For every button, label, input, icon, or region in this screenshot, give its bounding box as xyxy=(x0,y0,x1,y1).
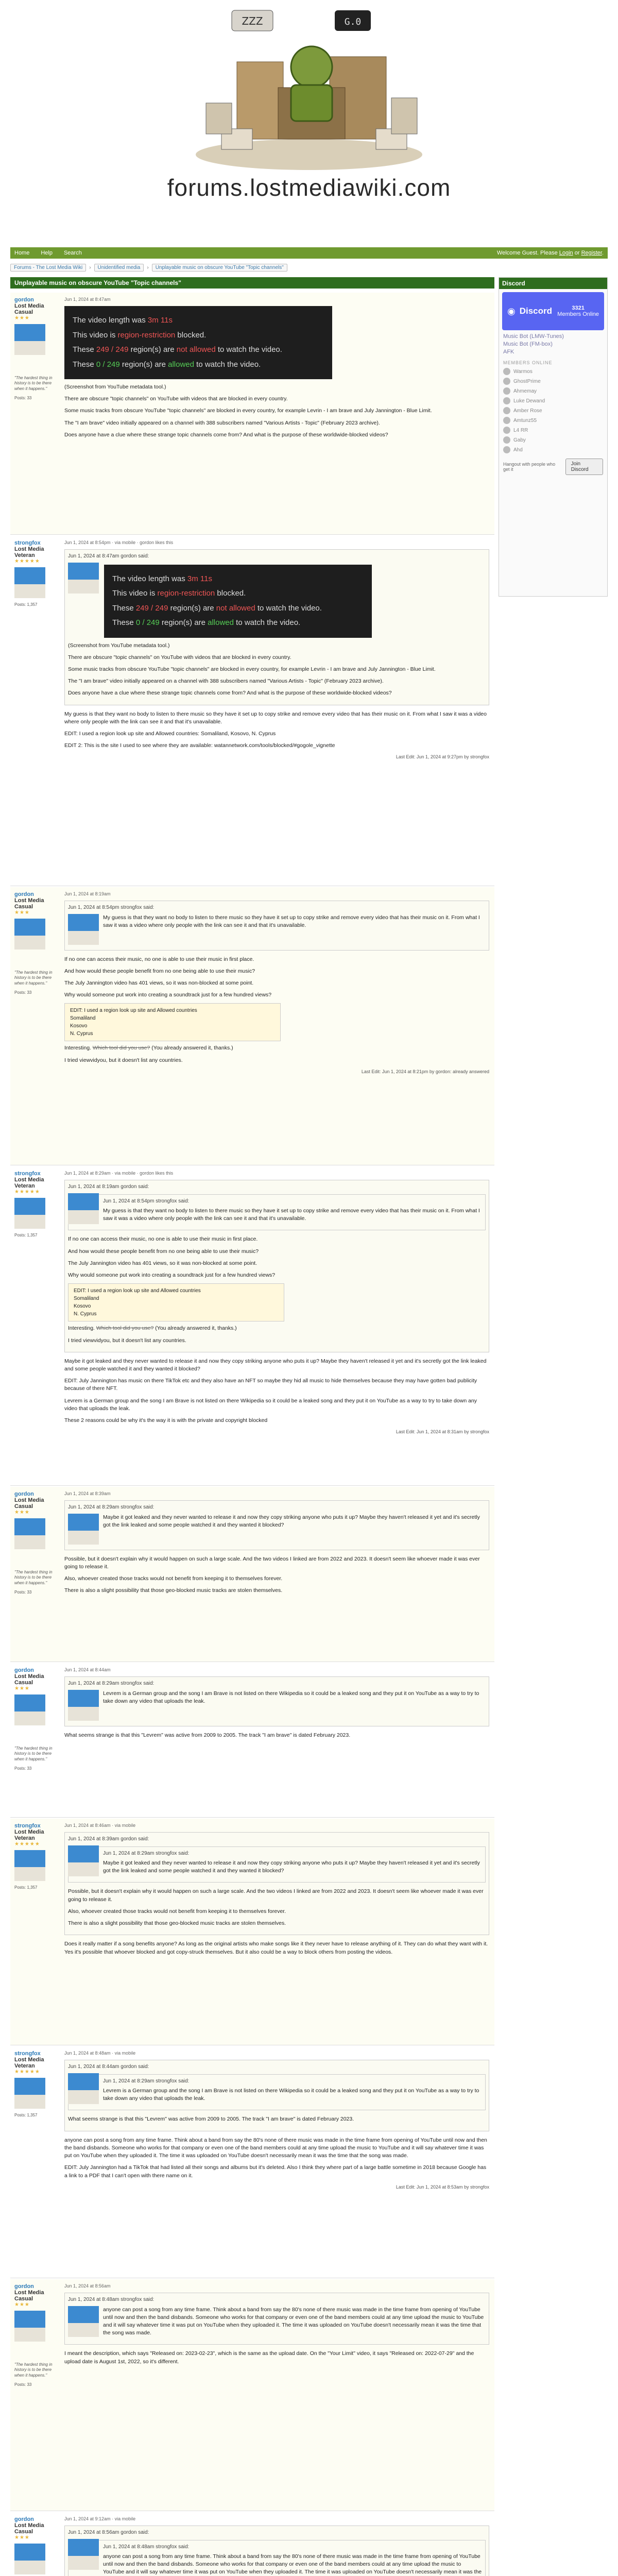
post-meta: Jun 1, 2024 at 8:39am xyxy=(64,1491,111,1496)
post-paragraph: There is also a slight possibility that those geo-blocked music tracks are stolen themselves. xyxy=(64,1587,283,1594)
quote-avatar xyxy=(68,1514,99,1545)
post-paragraph: If no one can access their music, no one is able to use their music in first place. xyxy=(64,956,254,962)
shot-text: to watch the video. xyxy=(255,603,322,613)
metadata-screenshot xyxy=(64,306,332,379)
quote-paragraph: And how would these people benefit from no one being able to use their music? xyxy=(68,1248,259,1255)
online-count: 3321 xyxy=(572,305,585,311)
post-meta: Jun 1, 2024 at 8:19am xyxy=(64,891,111,896)
user-signature: "The hardest thing in history is to be there when it happens." xyxy=(14,1570,53,1585)
quote-paragraph: My guess is that they want no body to listen to there music so they have it set up to copy strike and remove every video that has their music on it. From what I saw it was a video where only people with the link can see it and that it's unavailable. xyxy=(103,914,480,928)
code-line: N. Cyprus xyxy=(74,1311,97,1317)
avatar[interactable] xyxy=(14,919,45,950)
post-meta: Jun 1, 2024 at 9:12am · via mobile xyxy=(64,2516,136,2521)
shot-text: to watch the video. xyxy=(194,360,261,369)
quote-avatar xyxy=(68,563,99,594)
site-title: forums.lostmediawiki.com xyxy=(167,174,451,201)
user-signature: "The hardest thing in history is to be there when it happens." xyxy=(14,2362,53,2378)
post-paragraph xyxy=(64,1044,489,1052)
quote-block xyxy=(64,2293,489,2345)
quote-header: Jun 1, 2024 at 8:48am strongfox said: xyxy=(68,2297,154,2302)
quote-header: Jun 1, 2024 at 8:44am gordon said: xyxy=(68,2064,149,2070)
username[interactable]: gordon xyxy=(14,2283,34,2290)
nav-help[interactable]: Help xyxy=(41,250,53,256)
quote-header: Jun 1, 2024 at 8:29am strongfox said: xyxy=(68,1504,154,1510)
forum-post xyxy=(10,293,494,535)
sidebar-member xyxy=(503,427,603,434)
shot-highlight: allowed xyxy=(168,360,194,369)
member-name: Ahmemay xyxy=(513,388,537,394)
code-line: Kosovo xyxy=(70,1023,88,1029)
rank-stars: ★★★ xyxy=(14,1686,30,1691)
code-line: EDIT: I used a region look up site and Allowed countries xyxy=(70,1008,197,1014)
shot-text: The video length was xyxy=(112,574,187,583)
post-paragraph: EDIT: July Jannington has music on there TikTok etc and they also have an NFT so maybe they hid all music to hide themselves because they may have gotten bad publicity because of there NFT. xyxy=(64,1378,477,1392)
shot-text: region(s) are xyxy=(168,603,216,613)
quote-paragraph: Also, whoever created those tracks would not benefit from keeping it to themselves forever. xyxy=(68,1908,286,1914)
discord-widget xyxy=(499,277,608,597)
shot-text: These xyxy=(73,360,96,369)
rank-stars: ★★★★★ xyxy=(14,1841,40,1847)
post-paragraph: Some music tracks from obscure YouTube "topic channels" are blocked in every country, for example Levrin - I am brave and July Jannington - Blue Limit. xyxy=(64,408,432,414)
sidebar-member xyxy=(503,387,603,395)
quote-avatar xyxy=(68,1690,99,1721)
code-block xyxy=(68,1283,284,1321)
quote-header: Jun 1, 2024 at 8:29am strongfox said: xyxy=(103,1850,190,1856)
code-line: N. Cyprus xyxy=(70,1031,93,1037)
sidebar-title: Discord xyxy=(499,278,607,289)
shot-line xyxy=(73,313,324,328)
shot-line xyxy=(73,328,324,343)
logo-sign-right: G.0 xyxy=(344,16,362,27)
forum-post xyxy=(10,2279,494,2511)
user-rank: Lost Media Veteran xyxy=(14,2057,44,2069)
code-line: EDIT: I used a region look up site and Allowed countries xyxy=(74,1288,201,1294)
user-rank: Lost Media Veteran xyxy=(14,546,44,558)
forum-post xyxy=(10,536,494,886)
post-paragraph: anyone can post a song from any time frame. Think about a band from say the 80's none of there music was made in the time frame from opening of YouTube until now and then the band disbands. Someone who works for that company or even one of the band members could at any time upload the music to YouTube and it will say whatever time it was put on YouTube when they uploaded it. The time it was uploaded on YouTube doesn't necessarily mean it was the time that the song was made. xyxy=(64,2137,487,2159)
quote-avatar xyxy=(68,1845,99,1876)
image-caption: (Screenshot from YouTube metadata tool.) xyxy=(64,384,166,390)
shot-highlight: 249 / 249 xyxy=(135,603,168,613)
quote-block xyxy=(64,2060,489,2131)
discord-online-count xyxy=(557,305,599,317)
member-name: Amber Rose xyxy=(513,408,542,414)
avatar[interactable] xyxy=(14,2544,45,2574)
sidebar-member xyxy=(503,397,603,404)
user-signature: "The hardest thing in history is to be there when it happens." xyxy=(14,1746,53,1761)
post-paragraph: EDIT: July Jannington had a TikTok that had listed all their songs and albums but it's deleted. Also I think they where part of a large battle sometime in 2018 because Google has a link to a PDF that I can't open with there name on it. xyxy=(64,2164,487,2179)
quote-paragraph: If no one can access their music, no one is able to use their music in first place. xyxy=(68,1236,258,1243)
member-avatar xyxy=(503,368,510,375)
quote-avatar xyxy=(68,2306,99,2337)
sidebar-member xyxy=(503,368,603,375)
edit-note: Last Edit: Jun 1, 2024 at 8:31am by strongfox xyxy=(396,1429,489,1435)
username[interactable]: strongfox xyxy=(14,1823,41,1829)
post-meta: Jun 1, 2024 at 8:47am xyxy=(64,297,111,302)
member-name: GhostPrime xyxy=(513,378,541,384)
shot-line xyxy=(112,601,364,616)
welcome-text xyxy=(497,250,604,256)
edit-note: Last Edit: Jun 1, 2024 at 8:53am by strongfox xyxy=(396,2184,489,2190)
shot-text: This video is xyxy=(112,589,158,598)
join-discord-button[interactable]: Join Discord xyxy=(565,459,603,475)
member-avatar xyxy=(503,397,510,404)
rank-stars: ★★★★★ xyxy=(14,2069,40,2075)
avatar[interactable] xyxy=(14,1518,45,1549)
quote-block xyxy=(64,549,489,705)
post-paragraph: Maybe it got leaked and they never wanted to release it and now they copy striking anyone who puts it up? Maybe they haven't released it yet and it's secretly got the link leaked and some people watched it and they wanted it blocked? xyxy=(64,1358,487,1372)
shot-highlight: region-restriction xyxy=(117,330,176,340)
post-paragraph: I tried viewvidyou, but it doesn't list any countries. xyxy=(64,1057,183,1063)
post-author xyxy=(10,1663,59,1817)
forum-post xyxy=(10,1819,494,2045)
forum-post xyxy=(10,2046,494,2278)
user-rank: Lost Media Veteran xyxy=(14,1177,44,1189)
quote-block xyxy=(64,1500,489,1550)
avatar[interactable] xyxy=(14,2078,45,2109)
quote-block xyxy=(64,901,489,951)
quote-header: Jun 1, 2024 at 8:56am gordon said: xyxy=(68,2530,149,2535)
member-name: Ahd xyxy=(513,447,523,453)
site-logo-art xyxy=(175,0,443,175)
quote-header: Jun 1, 2024 at 8:47am gordon said: xyxy=(68,553,149,559)
member-name: L4 RR xyxy=(513,427,528,433)
post-paragraph: I meant the description, which says "Released on: 2023-02-23", which is the same as the upload date. On the "Your Limit" video, it says "Released on: 2022-07-29" and the upload date is August 1st, 2022, so it's different. xyxy=(64,2350,474,2365)
post-paragraph: My guess is that they want no body to listen to there music so they have it set up to copy strike and remove every video that has their music on it. From what I saw it was a video where only people with the link can see it and that it's unavailable. xyxy=(64,710,487,725)
edit-note: Last Edit: Jun 1, 2024 at 8:21pm by gordon: already answered xyxy=(361,1069,489,1074)
login-link[interactable]: Login xyxy=(559,250,573,256)
site-banner xyxy=(0,0,618,204)
post-author xyxy=(10,2279,59,2511)
sidebar-channel[interactable]: Music Bot (LMW-Tunes) xyxy=(503,333,564,340)
post-meta: Jun 1, 2024 at 8:44am xyxy=(64,1667,111,1672)
post-paragraph: There are obscure "topic channels" on YouTube with videos that are blocked in every country. xyxy=(64,396,288,402)
post-text: Interesting. xyxy=(68,1325,96,1332)
user-rank: Lost Media Casual xyxy=(14,2522,44,2535)
shot-highlight: not allowed xyxy=(216,603,255,613)
post-paragraph: Does it really matter if a song benefits anyone? As long as the original artists who make songs like it they never have to release anything of it. They can do what they want with it. Yes it's possible that whoever blocked and got copy-struck themselves. But it also could be a way to block others from posting the videos. xyxy=(64,1941,488,1955)
avatar[interactable] xyxy=(14,2311,45,2342)
post-author xyxy=(10,1487,59,1662)
strikethrough-text: Which tool did you use? xyxy=(96,1325,154,1332)
post-author xyxy=(10,2046,59,2278)
user-rank: Lost Media Casual xyxy=(14,1673,44,1686)
member-name: Luke Dewand xyxy=(513,398,545,404)
rank-stars: ★★★ xyxy=(14,2535,30,2540)
avatar[interactable] xyxy=(14,567,45,598)
post-author xyxy=(10,536,59,886)
quote-header: Jun 1, 2024 at 8:29am strongfox said: xyxy=(103,2078,190,2084)
quote-paragraph: There is also a slight possibility that those geo-blocked music tracks are stolen themselves. xyxy=(68,1920,286,1927)
shot-line xyxy=(112,572,364,587)
register-link[interactable]: Register xyxy=(581,250,602,256)
discord-name: Discord xyxy=(519,306,553,316)
welcome-or: or xyxy=(573,250,581,256)
forum-post xyxy=(10,1166,494,1486)
username[interactable]: strongfox xyxy=(14,540,41,546)
user-signature: "The hardest thing in history is to be there when it happens." xyxy=(14,970,53,986)
quote-header: Jun 1, 2024 at 8:48am strongfox said: xyxy=(103,2544,190,2550)
code-line: Kosovo xyxy=(74,1303,91,1310)
breadcrumb xyxy=(10,263,608,272)
username[interactable]: gordon xyxy=(14,1491,34,1497)
post-text: Interesting. xyxy=(64,1045,93,1052)
member-avatar xyxy=(503,407,510,414)
quote-avatar xyxy=(68,914,99,945)
avatar[interactable] xyxy=(14,324,45,355)
sidebar-member xyxy=(503,436,603,444)
user-rank: Lost Media Casual xyxy=(14,897,44,910)
post-paragraph: The "I am brave" video initially appeared on a channel with 388 subscribers named "Various Artists - Topic" (February 2023 archive). xyxy=(64,419,380,426)
discord-card[interactable] xyxy=(502,292,604,330)
discord-icon: ◉ xyxy=(507,306,516,316)
shot-text: region(s) are xyxy=(159,618,208,627)
sidebar-member xyxy=(503,417,603,424)
sidebar-member xyxy=(503,378,603,385)
shot-line xyxy=(112,616,364,631)
username[interactable]: strongfox xyxy=(14,2050,41,2057)
quote-paragraph: There are obscure "topic channels" on YouTube with videos that are blocked in every country. xyxy=(68,654,291,660)
username[interactable]: gordon xyxy=(14,2516,34,2522)
post-paragraph: Levrem is a German group and the song I am Brave is not listed on there Wikipedia so it could be a leaked song and they put it on YouTube as a way to try to take down any video that uploads the leak. xyxy=(64,1397,477,1412)
shot-text: region(s) are xyxy=(119,360,168,369)
sidebar-member xyxy=(503,407,603,414)
shot-line xyxy=(73,358,324,372)
code-block xyxy=(64,1003,281,1041)
members-heading: MEMBERS ONLINE xyxy=(503,360,553,365)
quote-paragraph: I tried viewvidyou, but it doesn't list any countries. xyxy=(68,1337,186,1344)
shot-line xyxy=(112,586,364,601)
shot-text: to watch the video. xyxy=(215,345,282,354)
post-meta: Jun 1, 2024 at 8:56am xyxy=(64,2283,111,2289)
shot-highlight: 0 / 249 xyxy=(96,360,120,369)
thread-title: Unplayable music on obscure YouTube "Topic channels" xyxy=(10,277,494,289)
post-text: (You already answered it, thanks.) xyxy=(150,1045,233,1052)
sidebar-footer xyxy=(503,459,603,475)
breadcrumb-separator: › xyxy=(147,264,149,270)
rank-stars: ★★★ xyxy=(14,2302,30,2308)
shot-text: These xyxy=(73,345,96,354)
post-paragraph: EDIT: I used a region look up site and Allowed countries: Somaliland, Kosovo, N. Cyprus xyxy=(64,731,276,737)
shot-text: This video is xyxy=(73,330,118,340)
quote-paragraph: anyone can post a song from any time frame. Think about a band from say the 80's none of there music was made in the time frame from opening of YouTube until now and then the band disbands. Someone who works for that company or even one of the band members could at any time upload the music to YouTube and it will say whatever time it was put on YouTube when they uploaded it. The time it was uploaded on YouTube doesn't necessarily mean it was the xyxy=(103,2553,482,2575)
rank-stars: ★★★ xyxy=(14,1510,30,1515)
nav-home[interactable]: Home xyxy=(14,250,30,256)
quote-block xyxy=(64,1676,489,1726)
member-name: Amtunz55 xyxy=(513,417,537,423)
rank-stars: ★★★★★ xyxy=(14,558,40,564)
avatar[interactable] xyxy=(14,1694,45,1725)
quote-paragraph: anyone can post a song from any time frame. Think about a band from say the 80's none of there music was made in the time frame from opening of YouTube until now and then the band disbands. Someone who works for that company or even one of the band members could at any time upload the music to YouTube and it will say whatever time it was put on YouTube when they uploaded it. The time it was uploaded on YouTube doesn't necessarily mean it was the time that the song was made. xyxy=(103,2306,484,2336)
shot-text: region(s) are xyxy=(128,345,177,354)
nested-quote-block xyxy=(68,2540,486,2576)
breadcrumb-board[interactable]: Unidentified media xyxy=(94,264,144,272)
quote-paragraph: Levrem is a German group and the song I am Brave is not listed on there Wikipedia so it could be a leaked song and they put it on YouTube as a way to try to take down any video that uploads the leak. xyxy=(103,2088,479,2102)
online-label: Members Online xyxy=(557,311,599,317)
post-author xyxy=(10,1166,59,1485)
user-rank: Lost Media Veteran xyxy=(14,1829,44,1841)
post-author xyxy=(10,293,59,534)
rank-stars: ★★★ xyxy=(14,315,30,321)
welcome-prefix: Welcome Guest. Please xyxy=(496,250,559,256)
post-paragraph: And how would these people benefit from no one being able to use their music? xyxy=(64,968,255,974)
quote-paragraph: The "I am brave" video initially appeared on a channel with 388 subscribers named "Various Artists - Topic" (February 2023 archive). xyxy=(68,678,384,685)
rank-stars: ★★★ xyxy=(14,910,30,916)
user-rank: Lost Media Casual xyxy=(14,303,44,315)
quote-avatar xyxy=(68,2073,99,2104)
nested-quote-block xyxy=(68,1846,486,1883)
sidebar-channel[interactable]: Music Bot (FM-box) xyxy=(503,341,553,347)
post-paragraph: Why would someone put work into creating a soundtrack just for a few hundred views? xyxy=(64,992,272,998)
post-count: Posts: 33 xyxy=(14,1590,32,1595)
username[interactable]: gordon xyxy=(14,297,34,303)
username[interactable]: gordon xyxy=(14,1667,34,1673)
quote-paragraph: The July Jannington video has 401 views, so it was non-blocked at some point. xyxy=(68,1260,258,1266)
post-author xyxy=(10,2512,59,2576)
user-signature: "The hardest thing in history is to be there when it happens." xyxy=(14,376,53,391)
sidebar-member xyxy=(503,446,603,453)
metadata-screenshot xyxy=(104,565,372,638)
sidebar-channel[interactable]: AFK xyxy=(503,349,514,355)
quote-block xyxy=(64,1180,489,1352)
shot-highlight: 3m 11s xyxy=(187,574,212,583)
post-count: Posts: 33 xyxy=(14,1766,32,1771)
quote-header: Jun 1, 2024 at 8:29am strongfox said: xyxy=(68,1681,154,1686)
username[interactable]: strongfox xyxy=(14,1171,41,1177)
nav-search[interactable]: Search xyxy=(63,250,82,256)
quote-block xyxy=(64,1832,489,1935)
member-avatar xyxy=(503,446,510,453)
quote-paragraph: Levrem is a German group and the song I am Brave is not listed on there Wikipedia so it could be a leaked song and they put it on YouTube as a way to try to take down any video that uploads the leak. xyxy=(103,1690,479,1704)
post-paragraph: Also, whoever created those tracks would not benefit from keeping it to themselves forever. xyxy=(64,1575,283,1582)
shot-highlight: 249 / 249 xyxy=(96,345,129,354)
member-avatar xyxy=(503,387,510,395)
post-count: Posts: 1,357 xyxy=(14,1233,38,1238)
welcome-suffix: . xyxy=(602,250,604,256)
post-count: Posts: 33 xyxy=(14,990,32,995)
member-avatar xyxy=(503,427,510,434)
post-author xyxy=(10,887,59,1165)
shot-text: The video length was xyxy=(73,316,148,325)
shot-highlight: region-restriction xyxy=(157,589,215,598)
quote-paragraph: What seems strange is that this "Levrem" was active from 2009 to 2005. The track "I am brave" is dated February 2023. xyxy=(68,2116,354,2123)
nested-quote-block xyxy=(68,2074,486,2111)
post-count: Posts: 33 xyxy=(14,2382,32,2387)
forum-post xyxy=(10,1487,494,1662)
member-name: Warmos xyxy=(513,368,533,375)
breadcrumb-separator: › xyxy=(89,264,91,270)
member-avatar xyxy=(503,417,510,424)
post-paragraph: EDIT 2: This is the site I used to see where they are available: watannetwork.com/tools/blocked/#gogole_vignette xyxy=(64,742,335,749)
post-meta: Jun 1, 2024 at 8:46am · via mobile xyxy=(64,1823,136,1828)
shot-text: blocked. xyxy=(175,330,207,340)
forum-post xyxy=(10,2512,494,2576)
code-line: Somaliland xyxy=(74,1296,99,1302)
quote-paragraph: Does anyone have a clue where these strange topic channels come from? And what is the purpose of these worldwide-blocked videos? xyxy=(68,690,392,697)
post-count: Posts: 1,357 xyxy=(14,1885,38,1890)
rank-stars: ★★★★★ xyxy=(14,1189,40,1195)
quote-avatar xyxy=(68,2539,99,2570)
quote-paragraph: Maybe it got leaked and they never wanted to release it and now they copy striking anyone who puts it up? Maybe they haven't released it yet and it's secretly got the link leaked and some people watched it and they wanted it blocked? xyxy=(103,1514,480,1528)
avatar[interactable] xyxy=(14,1198,45,1229)
quote-paragraph: Why would someone put work into creating a soundtrack just for a few hundred views? xyxy=(68,1272,276,1279)
shot-highlight: 0 / 249 xyxy=(135,618,160,627)
post-count: Posts: 33 xyxy=(14,396,32,401)
post-meta: Jun 1, 2024 at 8:54pm · via mobile · gordon likes this xyxy=(64,540,174,545)
quote-header: Jun 1, 2024 at 8:54pm strongfox said: xyxy=(103,1198,190,1204)
shot-text: These xyxy=(112,618,136,627)
top-navbar xyxy=(10,247,608,259)
breadcrumb-thread[interactable]: Unplayable music on obscure YouTube "Topic channels" xyxy=(152,264,287,272)
shot-line xyxy=(73,343,324,358)
breadcrumb-forums[interactable]: Forums - The Lost Media Wiki xyxy=(10,264,86,272)
user-rank: Lost Media Casual xyxy=(14,2290,44,2302)
quote-paragraph: Maybe it got leaked and they never wanted to release it and now they copy striking anyone who puts it up? Maybe they haven't released it yet and it's secretly got the link leaked and some people watched it and they wanted it blocked? xyxy=(103,1860,480,1874)
post-paragraph: Does anyone have a clue where these strange topic channels come from? And what is the purpose of these worldwide-blocked videos? xyxy=(64,431,388,438)
strikethrough-text: Which tool did you use? xyxy=(92,1045,150,1052)
post-author xyxy=(10,1819,59,2045)
quote-avatar xyxy=(68,1193,99,1224)
image-caption: (Screenshot from YouTube metadata tool.) xyxy=(68,642,170,649)
quote-paragraph xyxy=(68,1325,486,1332)
logo-sign-left: ZZZ xyxy=(242,15,263,27)
post-paragraph: Possible, but it doesn't explain why it would happen on such a large scale. And the two videos I linked are from 2022 and 2023. It doesn't seem like whoever made it was ever going to release it. xyxy=(64,1555,480,1570)
shot-highlight: 3m 11s xyxy=(147,316,173,325)
quote-paragraph: Some music tracks from obscure YouTube "topic channels" are blocked in every country, for example Levrin - I am brave and July Jannington - Blue Limit. xyxy=(68,666,436,672)
quote-header: Jun 1, 2024 at 8:54pm strongfox said: xyxy=(68,905,154,910)
user-rank: Lost Media Casual xyxy=(14,1497,44,1510)
post-paragraph: The July Jannington video has 401 views, so it was non-blocked at some point. xyxy=(64,979,254,986)
post-paragraph: What seems strange is that this "Levrem" was active from 2009 to 2005. The track "I am brave" is dated February 2023. xyxy=(64,1732,351,1738)
member-avatar xyxy=(503,378,510,385)
code-line: Somaliland xyxy=(70,1015,96,1022)
post-meta: Jun 1, 2024 at 8:48am · via mobile xyxy=(64,2050,136,2056)
quote-header: Jun 1, 2024 at 8:39am gordon said: xyxy=(68,1836,149,1842)
avatar[interactable] xyxy=(14,1850,45,1881)
sidebar-footer-text: Hangout with people who get it xyxy=(503,462,556,472)
forum-post xyxy=(10,887,494,1165)
member-avatar xyxy=(503,436,510,444)
shot-text: to watch the video. xyxy=(233,618,301,627)
quote-header: Jun 1, 2024 at 8:19am gordon said: xyxy=(68,1184,149,1190)
shot-highlight: not allowed xyxy=(176,345,216,354)
nested-quote-block xyxy=(68,1194,486,1231)
quote-paragraph: My guess is that they want no body to listen to there music so they have it set up to copy strike and remove every video that has their music on it. From what I saw it was a video where only people with the link can see it and that it's unavailable. xyxy=(103,1208,480,1222)
edit-note: Last Edit: Jun 1, 2024 at 9:27pm by strongfox xyxy=(396,754,489,760)
shot-highlight: allowed xyxy=(208,618,234,627)
quote-paragraph: Possible, but it doesn't explain why it would happen on such a large scale. And the two videos I linked are from 2022 and 2023. It doesn't seem like whoever made it was ever going to release it. xyxy=(68,1888,484,1903)
shot-text: These xyxy=(112,603,136,613)
member-name: Gaby xyxy=(513,437,526,443)
quote-block xyxy=(64,2526,489,2576)
post-count: Posts: 1,357 xyxy=(14,602,38,607)
post-count: Posts: 1,357 xyxy=(14,2113,38,2117)
username[interactable]: gordon xyxy=(14,891,34,897)
forum-post xyxy=(10,1663,494,1818)
post-meta: Jun 1, 2024 at 8:29am · via mobile · gordon likes this xyxy=(64,1171,174,1176)
post-text: (You already answered it, thanks.) xyxy=(153,1325,237,1332)
post-paragraph: These 2 reasons could be why it's the way it is with the private and copyright blocked xyxy=(64,1417,268,1424)
shot-text: blocked. xyxy=(215,589,246,598)
